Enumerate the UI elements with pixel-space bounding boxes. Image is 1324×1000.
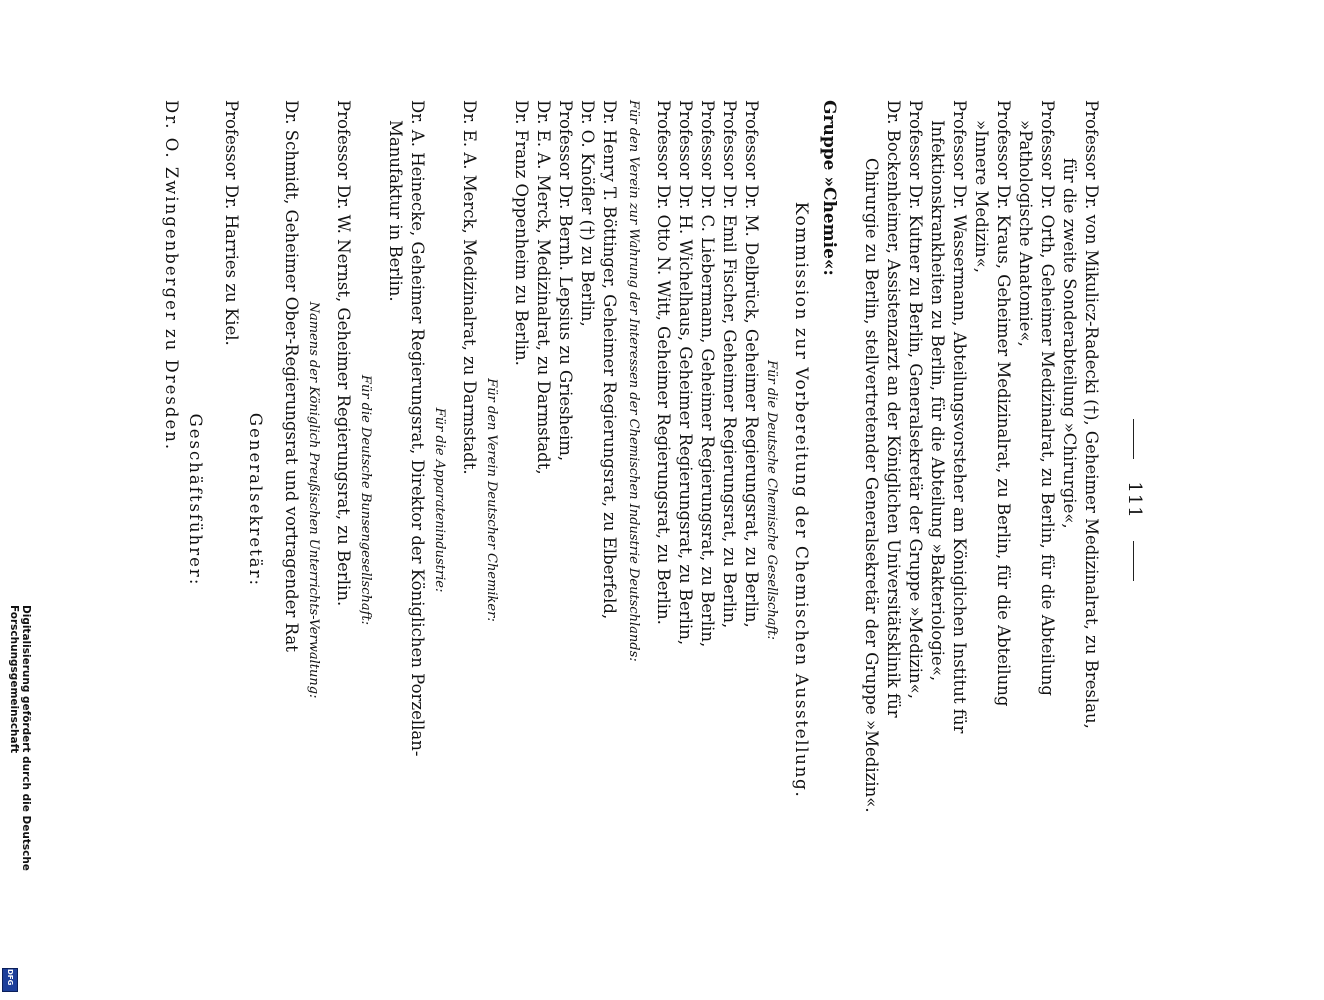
- text-line: Professor Dr. Kraus, Geheimer Medizinalrat, zu Berlin, für die Abteilung: [994, 100, 1013, 707]
- section-title: Kommission zur Vorbereitung der Chemischen Ausstellung.: [791, 201, 811, 799]
- text-line: Dr. O. Knöfler (†) zu Berlin,: [578, 100, 597, 327]
- text-line: Professor Dr. Harries zu Kiel.: [222, 100, 241, 346]
- text-line: Dr. Henry T. Böttinger, Geheimer Regierungsrat, zu Elberfeld,: [600, 100, 619, 620]
- text-line: Dr. Franz Oppenheim zu Berlin.: [512, 100, 531, 366]
- subheading: Für den Verein Deutscher Chemiker:: [484, 378, 499, 622]
- text-line: Professor Dr. W. Nernst, Geheimer Regierungsrat, zu Berlin.: [334, 100, 353, 607]
- subheading: Für den Verein zur Wahrung der Interessen der Chemischen Industrie Deutschlands:: [626, 100, 641, 662]
- text-line: Professor Dr. Otto N. Witt, Geheimer Regierungsrat, zu Berlin.: [654, 100, 673, 625]
- role-heading: Geschäftsführer:: [186, 413, 205, 587]
- text-line: Professor Dr. Bernh. Lepsius zu Griesheim,: [556, 100, 575, 462]
- text-line: Professor Dr. Wassermann, Abteilungsvorsteher am Königlichen Institut für: [950, 100, 969, 734]
- subheading: Für die Deutsche Chemische Gesellschaft:: [764, 360, 779, 640]
- text-line: Dr. A. Heinecke, Geheimer Regierungsrat, Direktor der Königlichen Porzellan-: [408, 100, 427, 757]
- text-line: Professor Dr. H. Wichelhaus, Geheimer Regierungsrat, zu Berlin,: [676, 100, 695, 646]
- text-line: »Innere Medizin«,: [972, 120, 991, 273]
- digitization-footer: Digitalisierung gefördert durch die Deutsche Forschungsgemeinschaft: [8, 605, 32, 871]
- text-line: Professor Dr. Orth, Geheimer Medizinalrat, zu Berlin, für die Abteilung: [1038, 100, 1057, 696]
- text-line: für die zweite Sonderabteilung »Chirurgie«,: [1060, 158, 1079, 529]
- text-line: Professor Dr. Kutner zu Berlin, Generalsekretär der Gruppe »Medizin«,: [906, 100, 925, 699]
- subheading: Namens der Königlich Preußischen Unterrichts-Verwaltung:: [306, 301, 321, 699]
- text-line: »Pathologische Anatomie«,: [1016, 120, 1035, 347]
- page-number: 111: [1124, 100, 1145, 900]
- text-line: Dr. Schmidt, Geheimer Ober-Regierungsrat und vortragender Rat: [282, 100, 301, 652]
- text-line: Dr. E. A. Merck, Medizinalrat, zu Darmstadt.: [460, 100, 479, 475]
- subheading: Für die Deutsche Bunsengesellschaft:: [358, 374, 373, 626]
- group-heading: Gruppe »Chemie«:: [819, 100, 839, 276]
- text-line: Professor Dr. M. Delbrück, Geheimer Regierungsrat, zu Berlin,: [742, 100, 761, 628]
- subheading: Für die Apparatenindustrie:: [432, 407, 447, 593]
- text-line: Professor Dr. von Mikulicz-Radecki (†), Geheimer Medizinalrat, zu Breslau,: [1082, 100, 1101, 729]
- text-line: Dr. E. A. Merck, Medizinalrat, zu Darmstadt,: [534, 100, 553, 475]
- text-line: Professor Dr. Emil Fischer, Geheimer Regierungsrat, zu Berlin,: [720, 100, 739, 629]
- text-line: Manufaktur in Berlin.: [386, 120, 405, 302]
- rotated-page: [132, 100, 1192, 900]
- text-line: Chirurgie zu Berlin, stellvertretender Generalsekretär der Gruppe »Medizin«.: [862, 158, 881, 813]
- text-line: Dr. O. Zwingenberger zu Dresden.: [162, 100, 181, 452]
- text-line: Professor Dr. C. Liebermann, Geheimer Regierungsrat, zu Berlin,: [698, 100, 717, 648]
- role-heading: Generalsekretär:: [246, 412, 265, 588]
- text-line: Infektionskrankheiten zu Berlin, für die Abteilung »Bakteriologie«,: [928, 120, 947, 682]
- dfg-logo: DFG: [2, 968, 18, 992]
- text-line: Dr. Bockenheimer, Assistenzarzt an der Königlichen Universitätsklinik für: [884, 100, 903, 718]
